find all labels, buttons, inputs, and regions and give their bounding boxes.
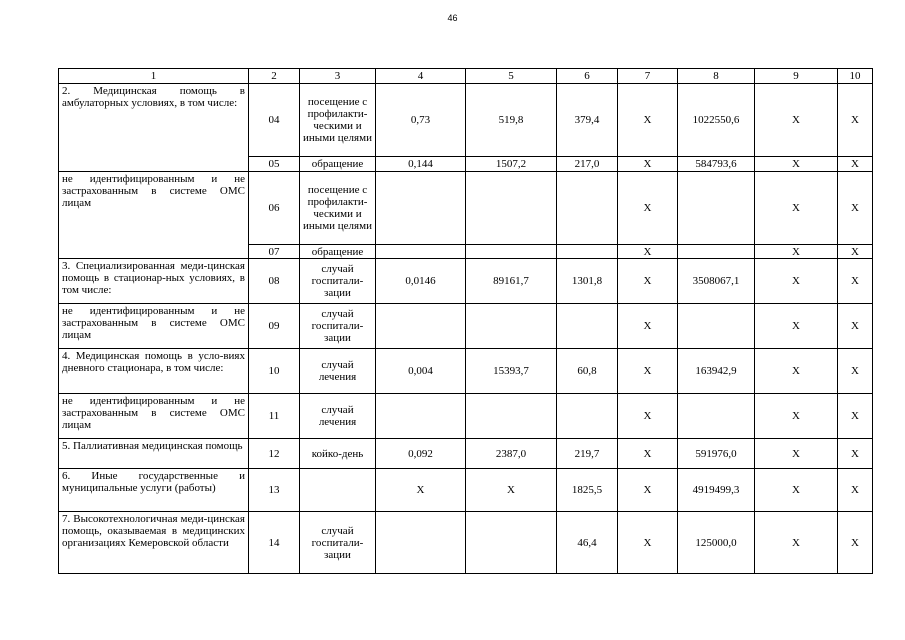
cell-col9: Х [755,469,838,512]
header-cell: 8 [678,69,755,84]
cell-col8: 163942,9 [678,349,755,394]
row-label: 3. Специализированная меди-цинская помощь в стационар-ных условиях, в том числе: [59,259,249,304]
cell-col5 [466,172,557,245]
cell-col8 [678,394,755,439]
cell-col5 [466,394,557,439]
cell-col7: Х [618,84,678,157]
cell-col9: Х [755,172,838,245]
cell-col9: Х [755,304,838,349]
table-row [59,259,873,304]
table-row [59,172,873,245]
cell-col7: Х [618,259,678,304]
row-label: 6. Иные государственные и муниципальные услуги (работы) [59,469,249,512]
cell-col5: 89161,7 [466,259,557,304]
cell-col6: 1825,5 [557,469,618,512]
row-code: 13 [249,469,300,512]
row-unit: случай госпитали-зации [300,512,376,574]
cell-col5: 2387,0 [466,439,557,469]
row-code: 04 [249,84,300,157]
row-label: 5. Паллиативная медицинская помощь [59,439,249,469]
row-code: 11 [249,394,300,439]
cell-col10: Х [838,245,873,259]
cell-col7: Х [618,172,678,245]
cell-col7: Х [618,439,678,469]
header-cell: 6 [557,69,618,84]
table-row [59,439,873,469]
cell-col4 [376,394,466,439]
cell-col4: 0,092 [376,439,466,469]
cell-col8: 1022550,6 [678,84,755,157]
cell-col9: Х [755,394,838,439]
cell-col4: 0,73 [376,84,466,157]
cell-col8 [678,172,755,245]
row-code: 14 [249,512,300,574]
cell-col9: Х [755,245,838,259]
header-cell: 4 [376,69,466,84]
table-row [59,469,873,512]
cell-col9: Х [755,512,838,574]
row-code: 12 [249,439,300,469]
cell-col7: Х [618,469,678,512]
cell-col6 [557,245,618,259]
cell-col5 [466,512,557,574]
cell-col8: 4919499,3 [678,469,755,512]
row-label: 7. Высокотехнологичная меди-цинская помощь, оказываемая в медицинских организациях Кемеровской области [59,512,249,574]
cell-col4 [376,304,466,349]
row-unit: обращение [300,157,376,172]
cell-col7: Х [618,394,678,439]
page-number: 46 [447,13,458,23]
cell-col10: Х [838,512,873,574]
header-cell: 2 [249,69,300,84]
cell-col9: Х [755,349,838,394]
row-code: 05 [249,157,300,172]
cell-col7: Х [618,304,678,349]
header-cell: 3 [300,69,376,84]
cell-col7: Х [618,157,678,172]
table-row [59,394,873,439]
row-label: не идентифицированным и не застрахованным в системе ОМС лицам [59,304,249,349]
cell-col5: 519,8 [466,84,557,157]
row-unit: случай госпитали-зации [300,304,376,349]
cell-col7: Х [618,349,678,394]
row-label: не идентифицированным и не застрахованным в системе ОМС лицам [59,394,249,439]
data-table [58,68,873,574]
row-unit: случай госпитали-зации [300,259,376,304]
cell-col8: 591976,0 [678,439,755,469]
cell-col6: 1301,8 [557,259,618,304]
cell-col6: 219,7 [557,439,618,469]
header-cell: 1 [59,69,249,84]
cell-col5: 1507,2 [466,157,557,172]
header-cell: 10 [838,69,873,84]
cell-col5: 15393,7 [466,349,557,394]
cell-col8 [678,245,755,259]
cell-col6 [557,304,618,349]
cell-col9: Х [755,84,838,157]
cell-col8: 125000,0 [678,512,755,574]
row-unit: обращение [300,245,376,259]
cell-col10: Х [838,349,873,394]
cell-col4: 0,144 [376,157,466,172]
header-cell: 7 [618,69,678,84]
cell-col6: 60,8 [557,349,618,394]
table-row [59,304,873,349]
cell-col4: 0,004 [376,349,466,394]
row-label: не идентифицированным и не застрахованным в системе ОМС лицам [59,172,249,259]
cell-col5 [466,245,557,259]
row-unit: случай лечения [300,394,376,439]
row-code: 10 [249,349,300,394]
header-row [59,69,873,84]
row-unit: случай лечения [300,349,376,394]
cell-col4: Х [376,469,466,512]
cell-col6: 217,0 [557,157,618,172]
cell-col10: Х [838,84,873,157]
cell-col4: 0,0146 [376,259,466,304]
cell-col10: Х [838,394,873,439]
row-label: 4. Медицинская помощь в усло-виях дневного стационара, в том числе: [59,349,249,394]
header-cell: 9 [755,69,838,84]
cell-col10: Х [838,304,873,349]
cell-col6 [557,172,618,245]
table-row [59,512,873,574]
row-unit: посещение с профилакти-ческими и иными целями [300,172,376,245]
cell-col9: Х [755,259,838,304]
cell-col5: Х [466,469,557,512]
row-code: 07 [249,245,300,259]
cell-col10: Х [838,259,873,304]
row-label: 2. Медицинская помощь в амбулаторных условиях, в том числе: [59,84,249,172]
cell-col10: Х [838,172,873,245]
cell-col7: Х [618,245,678,259]
row-unit: койко-день [300,439,376,469]
cell-col6: 379,4 [557,84,618,157]
row-unit: посещение с профилакти-ческими и иными целями [300,84,376,157]
cell-col10: Х [838,439,873,469]
cell-col4 [376,245,466,259]
cell-col10: Х [838,157,873,172]
cell-col6: 46,4 [557,512,618,574]
row-code: 09 [249,304,300,349]
row-code: 06 [249,172,300,245]
cell-col10: Х [838,469,873,512]
header-cell: 5 [466,69,557,84]
table-row [59,84,873,157]
cell-col6 [557,394,618,439]
cell-col4 [376,172,466,245]
cell-col8: 584793,6 [678,157,755,172]
cell-col8 [678,304,755,349]
cell-col4 [376,512,466,574]
row-unit [300,469,376,512]
row-code: 08 [249,259,300,304]
cell-col9: Х [755,439,838,469]
table-row [59,349,873,394]
cell-col9: Х [755,157,838,172]
cell-col8: 3508067,1 [678,259,755,304]
cell-col7: Х [618,512,678,574]
cell-col5 [466,304,557,349]
